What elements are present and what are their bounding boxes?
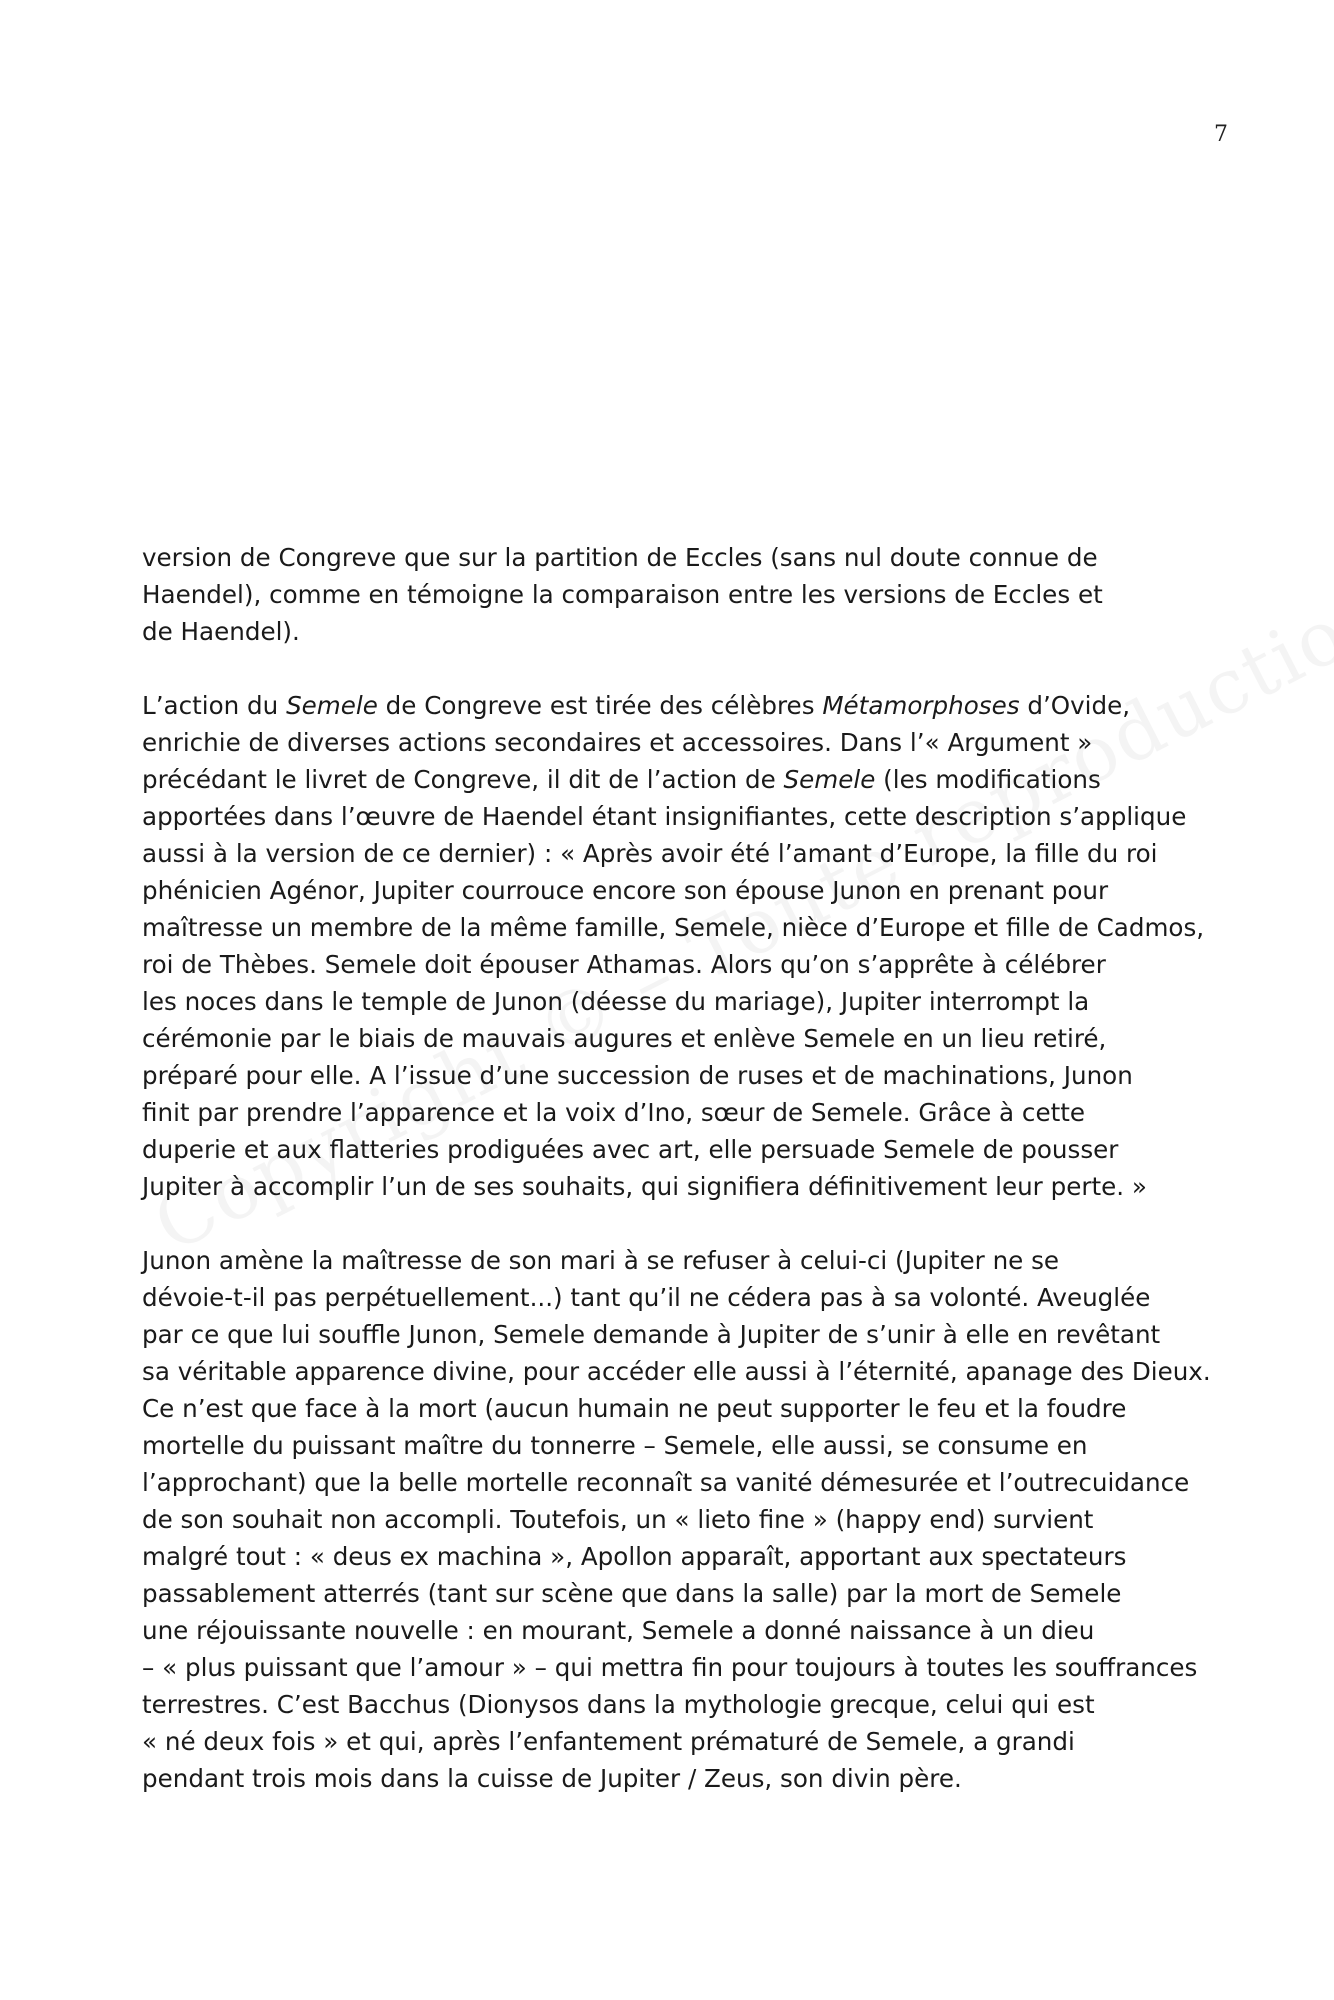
- text-line: [142, 1094, 1202, 1131]
- text-line: [142, 1464, 1202, 1501]
- text-line: [142, 1538, 1202, 1575]
- text-segment: maîtresse un membre de la même famille, Semele, nièce d’Europe et fille de Cadmos,: [142, 913, 1205, 942]
- text-segment: mortelle du puissant maître du tonnerre – Semele, elle aussi, se consume en: [142, 1431, 1088, 1460]
- text-segment: d’Ovide,: [1019, 691, 1131, 720]
- text-line: [142, 1020, 1202, 1057]
- text-segment: dévoie-t-il pas perpétuellement...) tant qu’il ne cédera pas à sa volonté. Aveuglée: [142, 1283, 1151, 1312]
- text-segment: pendant trois mois dans la cuisse de Jupiter / Zeus, son divin père.: [142, 1764, 962, 1793]
- text-line: [142, 539, 1202, 576]
- text-segment: précédant le livret de Congreve, il dit de l’action de: [142, 765, 784, 794]
- text-line: [142, 1353, 1211, 1390]
- text-segment: roi de Thèbes. Semele doit épouser Athamas. Alors qu’on s’apprête à célébrer: [142, 950, 1106, 979]
- text-segment: phénicien Agénor, Jupiter courrouce encore son épouse Junon en prenant pour: [142, 876, 1109, 905]
- text-line: [142, 1649, 1202, 1686]
- text-line: [142, 1575, 1202, 1612]
- text-segment: de son souhait non accompli. Toutefois, un « lieto fine » (happy end) survient: [142, 1505, 1094, 1534]
- text-line: [142, 613, 1202, 650]
- text-line: [142, 1760, 1202, 1797]
- text-segment: duperie et aux flatteries prodiguées avec art, elle persuade Semele de pousser: [142, 1135, 1119, 1164]
- text-line: [142, 1131, 1202, 1168]
- text-line: [142, 1612, 1202, 1649]
- text-segment: par ce que lui souffle Junon, Semele demande à Jupiter de s’unir à elle en revêtant: [142, 1320, 1161, 1349]
- text-line: [142, 909, 1205, 946]
- text-segment: terrestres. C’est Bacchus (Dionysos dans la mythologie grecque, celui qui est: [142, 1690, 1095, 1719]
- text-line: [142, 1057, 1202, 1094]
- body-text: [142, 539, 1211, 1797]
- text-line: [142, 1427, 1202, 1464]
- text-segment: passablement atterrés (tant sur scène que dans la salle) par la mort de Semele: [142, 1579, 1122, 1608]
- text-line: [142, 946, 1202, 983]
- page-number: 7: [1214, 122, 1228, 147]
- text-segment: les noces dans le temple de Junon (déesse du mariage), Jupiter interrompt la: [142, 987, 1090, 1016]
- text-segment: sa véritable apparence divine, pour accéder elle aussi à l’éternité, apanage des Dieux.: [142, 1357, 1211, 1386]
- text-segment: de Haendel).: [142, 617, 300, 646]
- text-line: [142, 798, 1202, 835]
- text-line: [142, 1686, 1202, 1723]
- text-segment: finit par prendre l’apparence et la voix d’Ino, sœur de Semele. Grâce à cette: [142, 1098, 1086, 1127]
- text-line: [142, 724, 1202, 761]
- text-segment: aussi à la version de ce dernier) : « Après avoir été l’amant d’Europe, la fille du roi: [142, 839, 1158, 868]
- italic-title: Métamorphoses: [822, 691, 1020, 720]
- text-line: [142, 1390, 1202, 1427]
- text-line: [142, 1168, 1202, 1205]
- italic-title: Semele: [783, 765, 876, 794]
- text-segment: Jupiter à accomplir l’un de ses souhaits, qui signifiera définitivement leur perte. »: [142, 1172, 1147, 1201]
- paragraph: [142, 687, 1205, 1205]
- text-line: [142, 687, 1202, 724]
- text-segment: enrichie de diverses actions secondaires et accessoires. Dans l’« Argument »: [142, 728, 1093, 757]
- text-line: [142, 761, 1202, 798]
- paragraph-gap: [142, 650, 1202, 687]
- text-segment: version de Congreve que sur la partition de Eccles (sans nul doute connue de: [142, 543, 1098, 572]
- text-segment: – « plus puissant que l’amour » – qui mettra fin pour toujours à toutes les souffrances: [142, 1653, 1198, 1682]
- text-line: [142, 1242, 1202, 1279]
- text-segment: cérémonie par le biais de mauvais augures et enlève Semele en un lieu retiré,: [142, 1024, 1107, 1053]
- text-segment: l’approchant) que la belle mortelle reconnaît sa vanité démesurée et l’outrecuidance: [142, 1468, 1190, 1497]
- text-segment: Haendel), comme en témoigne la comparaison entre les versions de Eccles et: [142, 580, 1103, 609]
- text-segment: apportées dans l’œuvre de Haendel étant insignifiantes, cette description s’applique: [142, 802, 1187, 831]
- text-segment: (les modifications: [875, 765, 1101, 794]
- italic-title: Semele: [286, 691, 378, 720]
- text-line: [142, 576, 1202, 613]
- text-line: [142, 1501, 1202, 1538]
- text-line: [142, 1316, 1202, 1353]
- paragraph-gap: [142, 1205, 1202, 1242]
- text-line: [142, 1279, 1202, 1316]
- text-line: [142, 835, 1202, 872]
- text-segment: « né deux fois » et qui, après l’enfantement prématuré de Semele, a grandi: [142, 1727, 1075, 1756]
- text-segment: malgré tout : « deus ex machina », Apollon apparaît, apportant aux spectateurs: [142, 1542, 1127, 1571]
- text-segment: Ce n’est que face à la mort (aucun humain ne peut supporter le feu et la foudre: [142, 1394, 1127, 1423]
- paragraph: [142, 1242, 1211, 1797]
- text-segment: L’action du: [142, 691, 287, 720]
- text-line: [142, 872, 1202, 909]
- text-segment: préparé pour elle. A l’issue d’une succession de ruses et de machinations, Junon: [142, 1061, 1133, 1090]
- text-line: [142, 983, 1202, 1020]
- paragraph: [142, 539, 1202, 650]
- text-segment: une réjouissante nouvelle : en mourant, Semele a donné naissance à un dieu: [142, 1616, 1095, 1645]
- text-segment: de Congreve est tirée des célèbres: [377, 691, 823, 720]
- text-segment: Junon amène la maîtresse de son mari à se refuser à celui-ci (Jupiter ne se: [142, 1246, 1060, 1275]
- text-line: [142, 1723, 1202, 1760]
